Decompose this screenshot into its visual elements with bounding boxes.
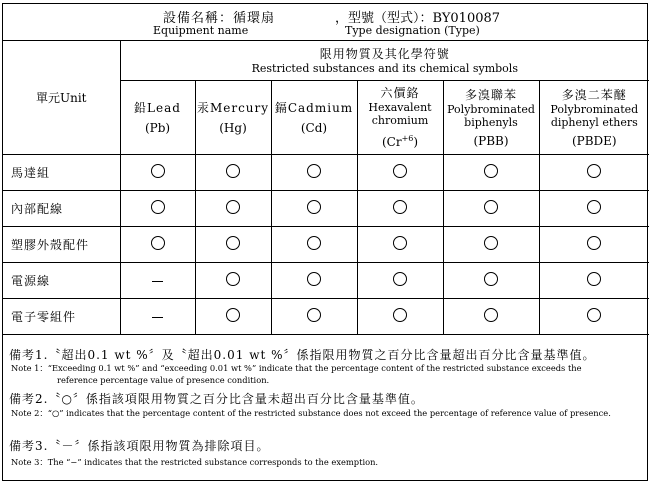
- substance-cell: [195, 299, 271, 335]
- circle-mark-icon: [587, 236, 601, 250]
- circle-mark-icon: [484, 200, 498, 214]
- substance-cell: [357, 263, 443, 299]
- circle-mark-icon: [226, 164, 240, 178]
- substance-cell: [443, 299, 539, 335]
- substance-symbol: $(Cr^{+6})$: [381, 134, 419, 149]
- substance-symbol: (Pb): [144, 120, 171, 135]
- substance-cell: [443, 263, 539, 299]
- substance-name-line: biphenyls: [464, 115, 518, 129]
- substance-cell: [120, 299, 195, 335]
- circle-mark-icon: [393, 308, 407, 322]
- substance-cell: [120, 263, 195, 299]
- substance-header-5: [539, 81, 649, 155]
- substance-cell: [271, 227, 357, 263]
- substance-name-line: Polybrominated: [550, 102, 639, 116]
- equipment-name-en: Equipment name: [153, 24, 249, 37]
- circle-mark-icon: [393, 236, 407, 250]
- circle-mark-icon: [587, 200, 601, 214]
- substance-group-header: [120, 41, 649, 81]
- note-2-zh: 備考2.〝○〞係指該項限用物質之百分比含量未超出百分比含量基準值。: [9, 392, 424, 406]
- substance-symbol: (PBDE): [571, 133, 617, 148]
- substance-name-line: 鉛Lead: [134, 100, 181, 115]
- note-1-en: Note 1：“Exceeding 0.1 wt %” and “exceeding 0.01 wt %” indicate that the percentage content of the restricted substance exceeds the: [11, 363, 582, 373]
- substance-header-3: [357, 81, 443, 155]
- substance-group-zh: 限用物質及其化學符號: [319, 46, 450, 61]
- circle-mark-icon: [393, 200, 407, 214]
- substance-name-line: diphenyl ethers: [550, 115, 638, 129]
- declaration-header: [3, 4, 647, 41]
- table-row: [3, 227, 649, 263]
- substance-cell: [271, 191, 357, 227]
- substance-name-line: Polybrominated: [447, 102, 535, 116]
- substance-name-line: 多溴二苯醚: [561, 87, 627, 102]
- type-designation-zh: ，型號（型式）：BY010087: [335, 11, 501, 26]
- note-1-en-cont: reference percentage value of presence condition.: [57, 375, 270, 385]
- substance-header-4: [443, 81, 539, 155]
- table-row: [3, 263, 649, 299]
- substance-cell: [357, 227, 443, 263]
- note-2-en: Note 2：“○” indicates that the percentage content of the restricted substance does not exceed the percentage of reference value of presence.: [11, 408, 611, 418]
- substance-cell: [443, 227, 539, 263]
- circle-mark-icon: [587, 164, 601, 178]
- substance-cell: [539, 263, 649, 299]
- substance-name-line: 汞Mercury: [196, 100, 270, 115]
- substance-cell: [120, 191, 195, 227]
- circle-mark-icon: [226, 200, 240, 214]
- substance-header-0: [120, 81, 195, 155]
- restricted-substances-table: [3, 40, 649, 335]
- circle-mark-icon: [484, 164, 498, 178]
- substance-group-en: Restricted substances and its chemical symbols: [251, 61, 518, 75]
- unit-name: 馬達組: [3, 155, 120, 191]
- table-header-row: [3, 41, 649, 81]
- substance-cell: [271, 155, 357, 191]
- substance-name-line: 多溴聯苯: [464, 87, 517, 102]
- circle-mark-icon: [307, 308, 321, 322]
- unit-name: 塑膠外殼配件: [3, 227, 120, 263]
- substance-cell: [539, 155, 649, 191]
- substance-symbol: (Hg): [219, 120, 247, 135]
- circle-mark-icon: [307, 272, 321, 286]
- substance-cell: [443, 191, 539, 227]
- substance-cell: [271, 263, 357, 299]
- substance-cell: [195, 191, 271, 227]
- substance-header-1: [195, 81, 271, 155]
- circle-mark-icon: [393, 272, 407, 286]
- circle-mark-icon: [307, 200, 321, 214]
- substance-cell: [120, 155, 195, 191]
- circle-mark-icon: [226, 236, 240, 250]
- table-row: [3, 155, 649, 191]
- unit-name: 電子零組件: [3, 299, 120, 335]
- substance-cell: [195, 263, 271, 299]
- substance-name-line: chromium: [371, 114, 429, 127]
- type-designation-en: Type designation (Type): [345, 24, 480, 37]
- circle-mark-icon: [307, 164, 321, 178]
- rohs-declaration-frame: [2, 3, 648, 481]
- circle-mark-icon: [393, 164, 407, 178]
- equipment-name-zh: 設備名稱：循環扇: [163, 11, 276, 26]
- note-3-en: Note 3：The “−” indicates that the restricted substance corresponds to the exemption.: [11, 457, 379, 467]
- substance-cell: [443, 155, 539, 191]
- table-row: [3, 299, 649, 335]
- dash-mark-icon: [152, 281, 163, 282]
- circle-mark-icon: [151, 236, 165, 250]
- circle-mark-icon: [587, 272, 601, 286]
- note-1-zh: 備考1.〝超出0.1 wt %〞及〝超出0.01 wt %〞係指限用物質之百分比含量超出百分比含量基準值。: [9, 348, 596, 362]
- dash-mark-icon: [152, 317, 163, 318]
- substance-cell: [195, 227, 271, 263]
- unit-name: 內部配線: [3, 191, 120, 227]
- table-row: [3, 191, 649, 227]
- substance-cell: [120, 227, 195, 263]
- circle-mark-icon: [226, 308, 240, 322]
- circle-mark-icon: [151, 200, 165, 214]
- unit-header: 單元Unit: [3, 41, 120, 155]
- circle-mark-icon: [484, 308, 498, 322]
- circle-mark-icon: [484, 272, 498, 286]
- substance-symbol: (Cd): [300, 120, 328, 135]
- table-body: [3, 155, 649, 335]
- substance-symbol: (PBB): [473, 133, 509, 148]
- circle-mark-icon: [151, 164, 165, 178]
- substance-cell: [539, 299, 649, 335]
- substance-name-line: Hexavalent: [368, 101, 432, 114]
- circle-mark-icon: [307, 236, 321, 250]
- substance-cell: [357, 191, 443, 227]
- substance-cell: [195, 155, 271, 191]
- note-3-zh: 備考3.〝－〞係指該項限用物質為排除項目。: [9, 439, 270, 453]
- substance-cell: [357, 155, 443, 191]
- substance-cell: [271, 299, 357, 335]
- substance-name-line: 六價鉻: [380, 86, 420, 100]
- substance-cell: [357, 299, 443, 335]
- circle-mark-icon: [484, 236, 498, 250]
- substance-header-2: [271, 81, 357, 155]
- substance-cell: [539, 227, 649, 263]
- substance-cell: [539, 191, 649, 227]
- circle-mark-icon: [587, 308, 601, 322]
- circle-mark-icon: [226, 272, 240, 286]
- unit-name: 電源線: [3, 263, 120, 299]
- substance-name-line: 鎘Cadmium: [274, 100, 354, 115]
